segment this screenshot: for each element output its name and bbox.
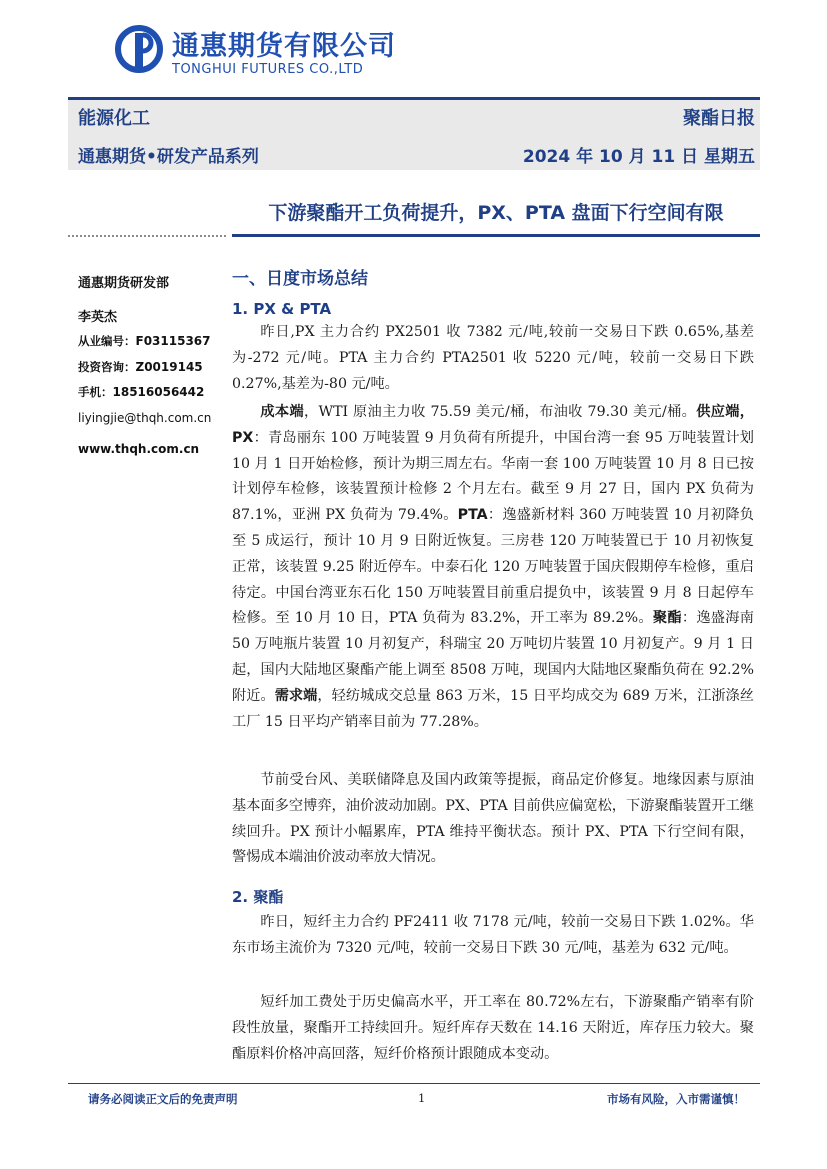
footer-divider [68, 1083, 760, 1084]
section-heading-daily-summary: 一、日度市场总结 [232, 269, 368, 289]
company-name-en: TONGHUI FUTURES CO.,LTD [172, 62, 364, 77]
cert-number: 从业编号：F03115367 [78, 334, 211, 348]
subsection-heading-polyester: 2. 聚酯 [232, 888, 284, 906]
px-pta-outlook-paragraph: 节前受台风、美联储降息及国内政策等提振，商品定价修复。地缘因素与原油基本面多空博弈，油价波动加剧。PX、PTA 目前供应偏宽松，下游聚酯装置开工继续回升。PX 预计小幅累库，PTA 维持平衡状态。预计 PX、PTA 下行空间有限，警惕成本端油价波动率放大情况。 [232, 772, 754, 866]
polyester-label: 聚酯 [652, 610, 682, 627]
subsection-heading-px-pta: 1. PX & PTA [232, 300, 332, 318]
pta-label: PTA [457, 507, 488, 524]
px-pta-price-paragraph: 昨日,PX 主力合约 PX2501 收 7382 元/吨,较前一交易日下跌 0.65%,基差为-272 元/吨。PTA 主力合约 PTA2501 收 5220 元/吨，较前一交易日下跌 0.27%,基差为-80 元/吨。 [232, 324, 754, 392]
fundamentals-paragraph: 成本端，WTI 原油主力收 75.59 美元/桶，布油收 79.30 美元/桶。供应端，PX：青岛丽东 100 万吨装置 9 月负荷有所提升，中国台湾一套 95 万吨装置计划 10 月 1 日开始检修，预计为期三周左右。华南一套 100 万吨装置 10 月 8 日已按计划停车检修，该装置预计检修 2 个月左右。截至 9 月 27 日，国内 PX 负荷为 87.1%，亚洲 PX 负荷为 79.4%。PTA：逸盛新材料 360 万吨装置 10 月初降负至 5 成运行，预计 10 月 9 日附近恢复。三房巷 120 万吨装置已于 10 月初恢复正常，该装置 9.25 附近停车。中泰石化 120 万吨装置于国庆假期停车检修，重启待定。中国台湾亚东石化 150 万吨装置目前重启提负中，该装置 9 月 8 日起停车检修。至 10 月 10 日，PTA 负荷为 83.2%，开工率为 89.2%。聚酯：逸盛海南 50 万吨瓶片装置 10 月初复产，科瑞宝 20 万吨切片装置 10 月初复产。9 月 1 日起，国内大陆地区聚酯产能上调至 8508 万吨，现国内大陆地区聚酯负荷在 92.2%附近。需求端，轻纺城成交总量 863 万米，15 日平均成交为 689 万米，江浙涤丝工厂 15 日平均产销率目前为 77.28%。 [232, 404, 754, 730]
department-name: 通惠期货研发部 [78, 276, 170, 291]
supply-label: 供应端，PX [232, 404, 754, 446]
cost-label: 成本端 [260, 404, 304, 420]
phone-number: 手机：18516056442 [78, 385, 205, 399]
company-name-cn: 通惠期货有限公司 [172, 31, 396, 62]
series-label: 通惠期货•研发产品系列 [78, 147, 259, 167]
analyst-name: 李英杰 [78, 310, 118, 325]
report-date: 2024 年 10 月 11 日 星期五 [522, 147, 755, 167]
disclaimer-notice: 请务必阅读正文后的免责声明 [88, 1092, 238, 1106]
title-divider [232, 234, 760, 237]
report-type-label: 聚酯日报 [683, 108, 755, 129]
sector-label: 能源化工 [78, 108, 150, 129]
polyester-price-paragraph: 昨日，短纤主力合约 PF2411 收 7178 元/吨，较前一交易日下跌 1.02%。华东市场主流价为 7320 元/吨，较前一交易日下跌 30 元/吨，基差为 632 元/吨。 [232, 914, 754, 956]
header-band-top [68, 97, 760, 136]
company-logo-icon [114, 24, 164, 74]
polyester-outlook-paragraph: 短纤加工费处于历史偏高水平，开工率在 80.72%左右，下游聚酯产销率有阶段性放量，聚酯开工持续回升。短纤库存天数在 14.16 天附近，库存压力较大。聚酯原料价格冲高回落，短纤价格预计跟随成本变动。 [232, 994, 754, 1062]
advisory-number: 投资咨询：Z0019145 [78, 360, 203, 374]
risk-warning: 市场有风险，入市需谨慎！ [607, 1092, 745, 1106]
email-link[interactable]: liyingjie@thqh.com.cn [78, 411, 212, 425]
page-number: 1 [418, 1091, 426, 1105]
sidebar-dotted-divider [68, 235, 226, 237]
report-title: 下游聚酯开工负荷提升，PX、PTA 盘面下行空间有限 [268, 202, 724, 224]
demand-label: 需求端 [274, 687, 318, 704]
website-link[interactable]: www.thqh.com.cn [78, 442, 200, 456]
